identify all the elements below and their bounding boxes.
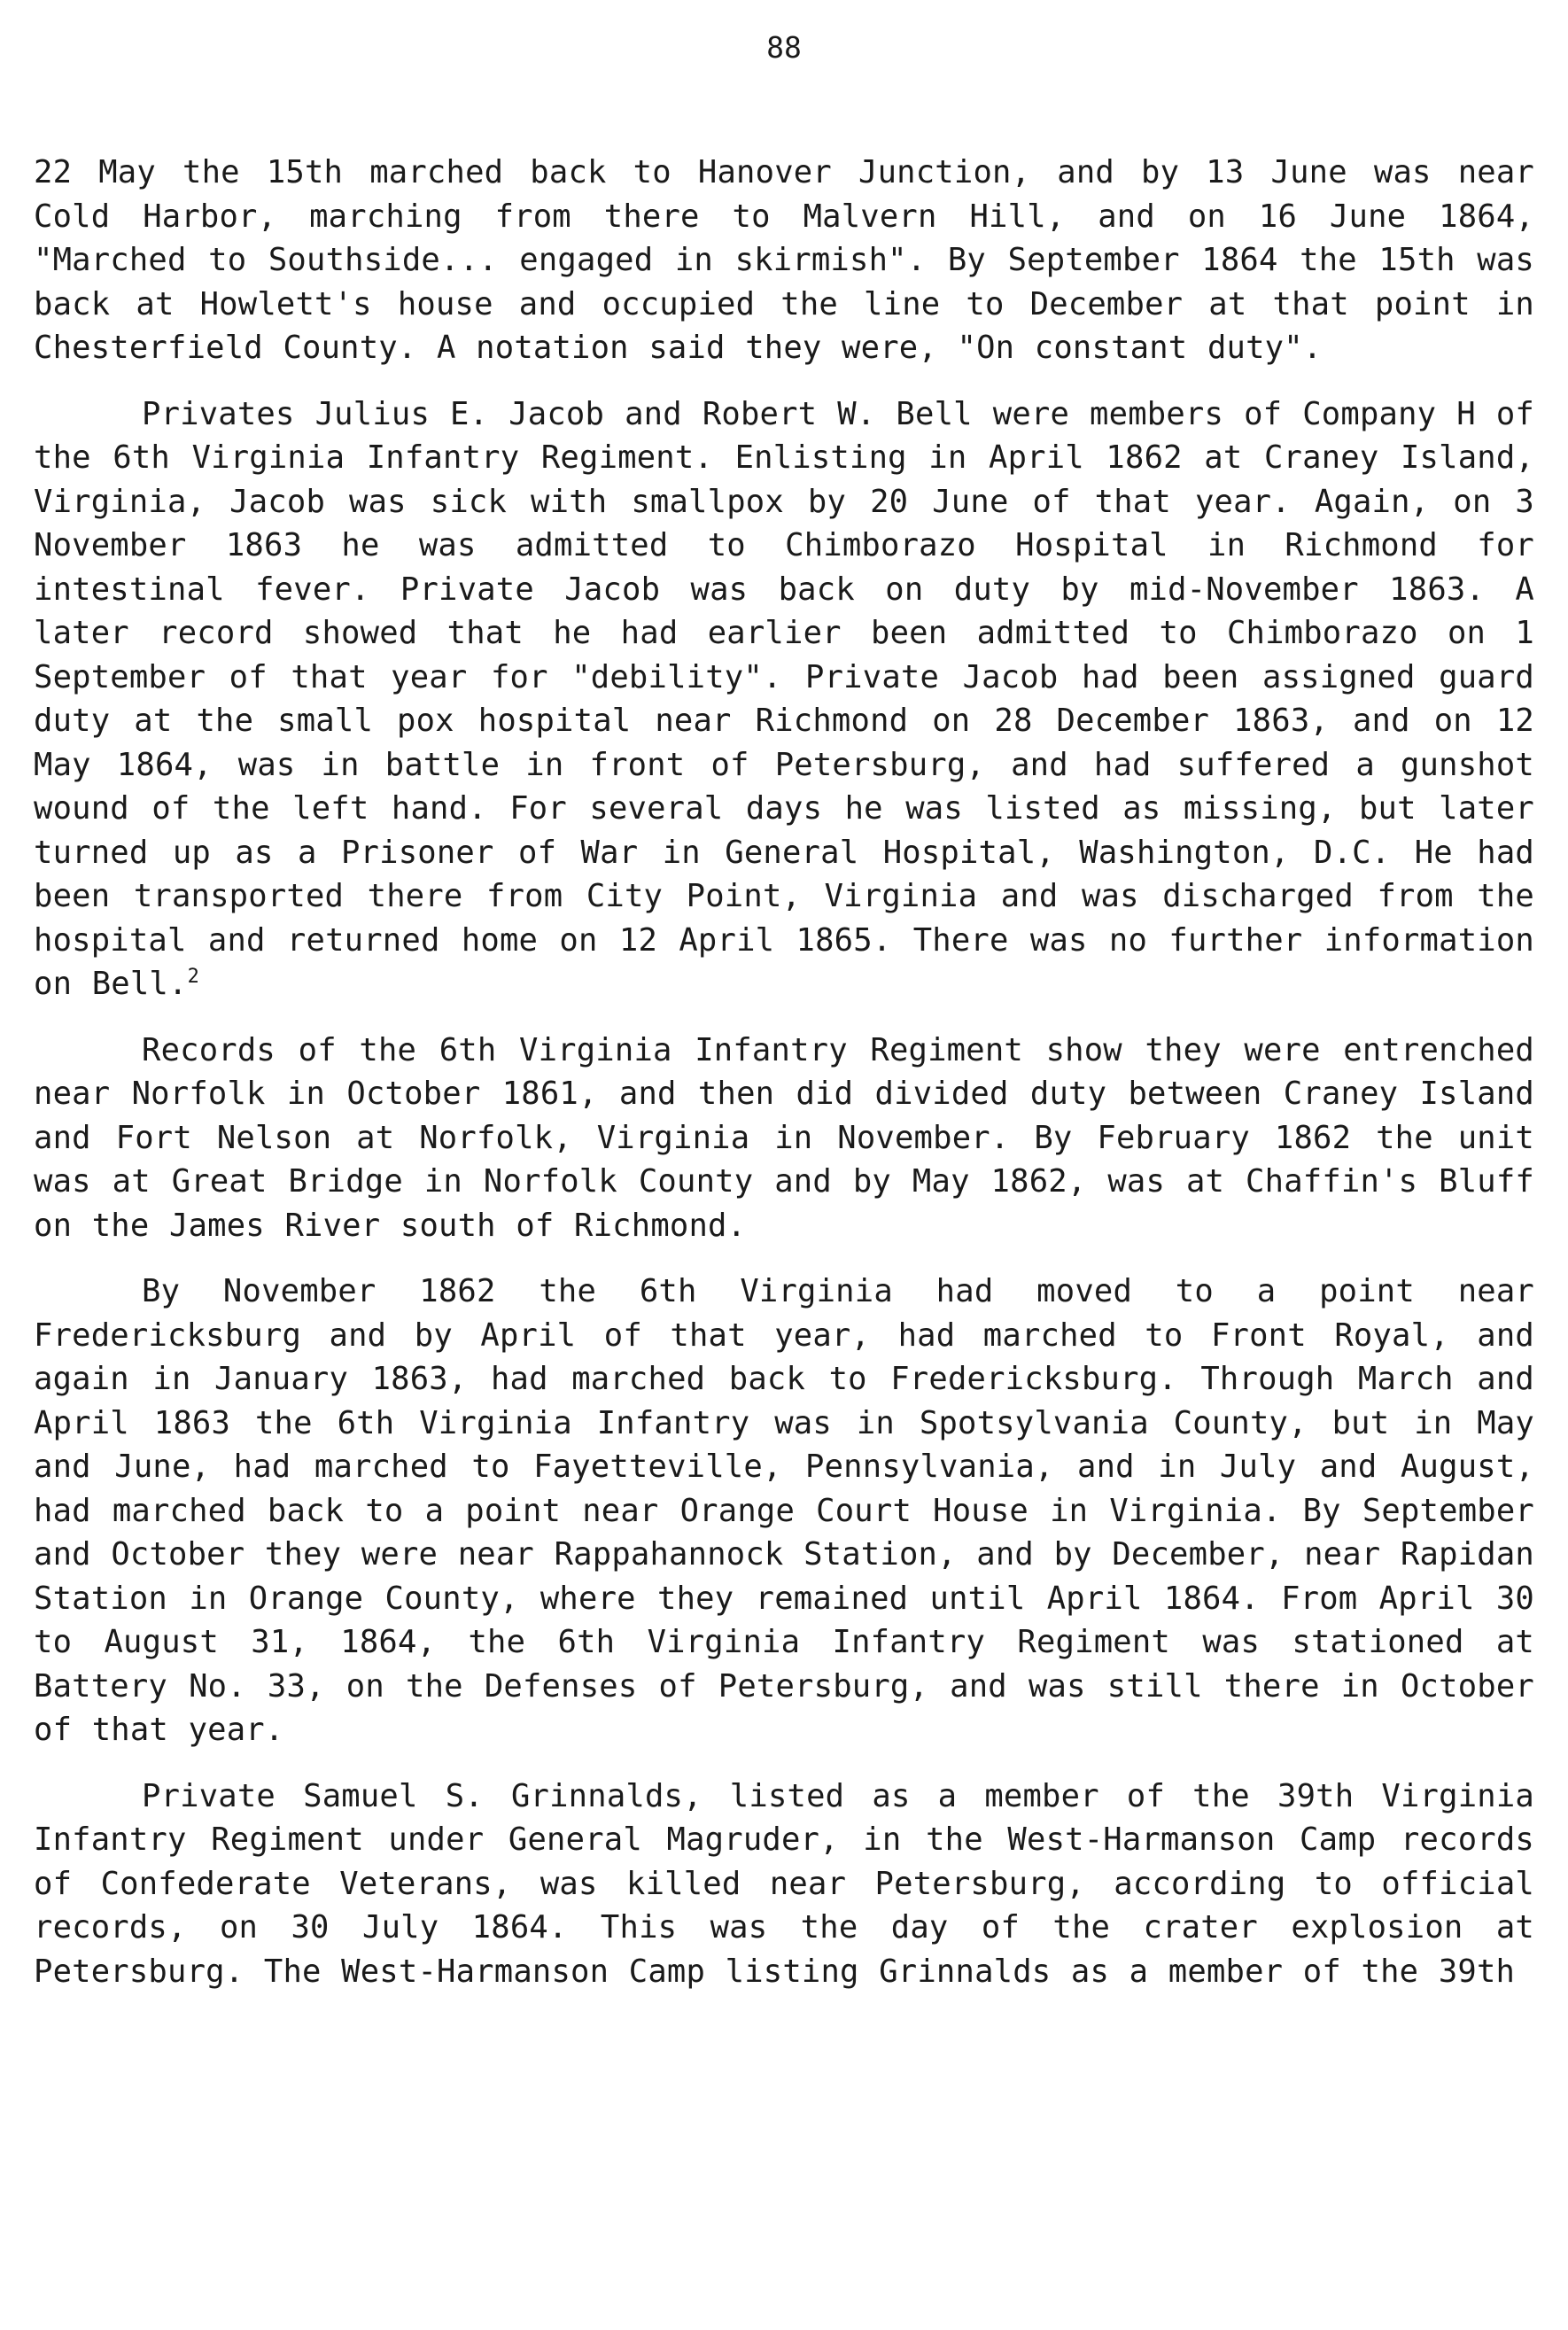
body-text xyxy=(34,151,1534,2015)
paragraph-2-text: Privates Julius E. Jacob and Robert W. Bell were members of Company H of the 6th Virginia Infantry Regiment. Enlisting in April 1862 at Craney Island, Virginia, Jacob was sick with smallpox by 20 June of that year. Again, on 3 November 1863 he was admitted to Chimborazo Hospital in Richmond for intestinal fever. Private Jacob was back on duty by mid-November 1863. A later record showed that he had earlier been admitted to Chimborazo on 1 September of that year for "debility". Private Jacob had been assigned guard duty at the small pox hospital near Richmond on 28 December 1863, and on 12 May 1864, was in battle in front of Petersburg, and had suffered a gunshot wound of the left hand. For several days he was listed as missing, but later turned up as a Prisoner of War in General Hospital, Washington, D.C. He had been transported there from City Point, Virginia and was discharged from the hospital and returned home on 12 April 1865. There was no further information on Bell. xyxy=(34,395,1534,1002)
page-number: 88 xyxy=(766,30,802,65)
paragraph-3: Records of the 6th Virginia Infantry Regiment show they were entrenched near Norfolk in October 1861, and then did divided duty between Craney Island and Fort Nelson at Norfolk, Virginia in November. By February 1862 the unit was at Great Bridge in Norfolk County and by May 1862, was at Chaffin's Bluff on the James River south of Richmond. xyxy=(34,1031,1534,1244)
paragraph-4: By November 1862 the 6th Virginia had moved to a point near Fredericksburg and by April of that year, had marched to Front Royal, and again in January 1863, had marched back to Fredericksburg. Through March and April 1863 the 6th Virginia Infantry was in Spotsylvania County, but in May and June, had marched to Fayetteville, Pennsylvania, and in July and August, had marched back to a point near Orange Court House in Virginia. By September and October they were near Rappahannock Station, and by December, near Rapidan Station in Orange County, where they remained until April 1864. From April 30 to August 31, 1864, the 6th Virginia Infantry Regiment was stationed at Battery No. 33, on the Defenses of Petersburg, and was still there in October of that year. xyxy=(34,1273,1534,1748)
paragraph-5: Private Samuel S. Grinnalds, listed as a member of the 39th Virginia Infantry Regiment under General Magruder, in the West-Harmanson Camp records of Confederate Veterans, was killed near Petersburg, according to official records, on 30 July 1864. This was the day of the crater explosion at Petersburg. The West-Harmanson Camp listing Grinnalds as a member of the 39th xyxy=(34,1777,1534,1990)
paragraph-1: 22 May the 15th marched back to Hanover Junction, and by 13 June was near Cold Harbor, marching from there to Malvern Hill, and on 16 June 1864, "Marched to Southside... engaged in skirmish". By September 1864 the 15th was back at Howlett's house and occupied the line to December at that point in Chesterfield County. A notation said they were, "On constant duty". xyxy=(34,154,1534,366)
footnote-marker: 2 xyxy=(187,966,200,989)
paragraph-2 xyxy=(34,392,1534,1006)
